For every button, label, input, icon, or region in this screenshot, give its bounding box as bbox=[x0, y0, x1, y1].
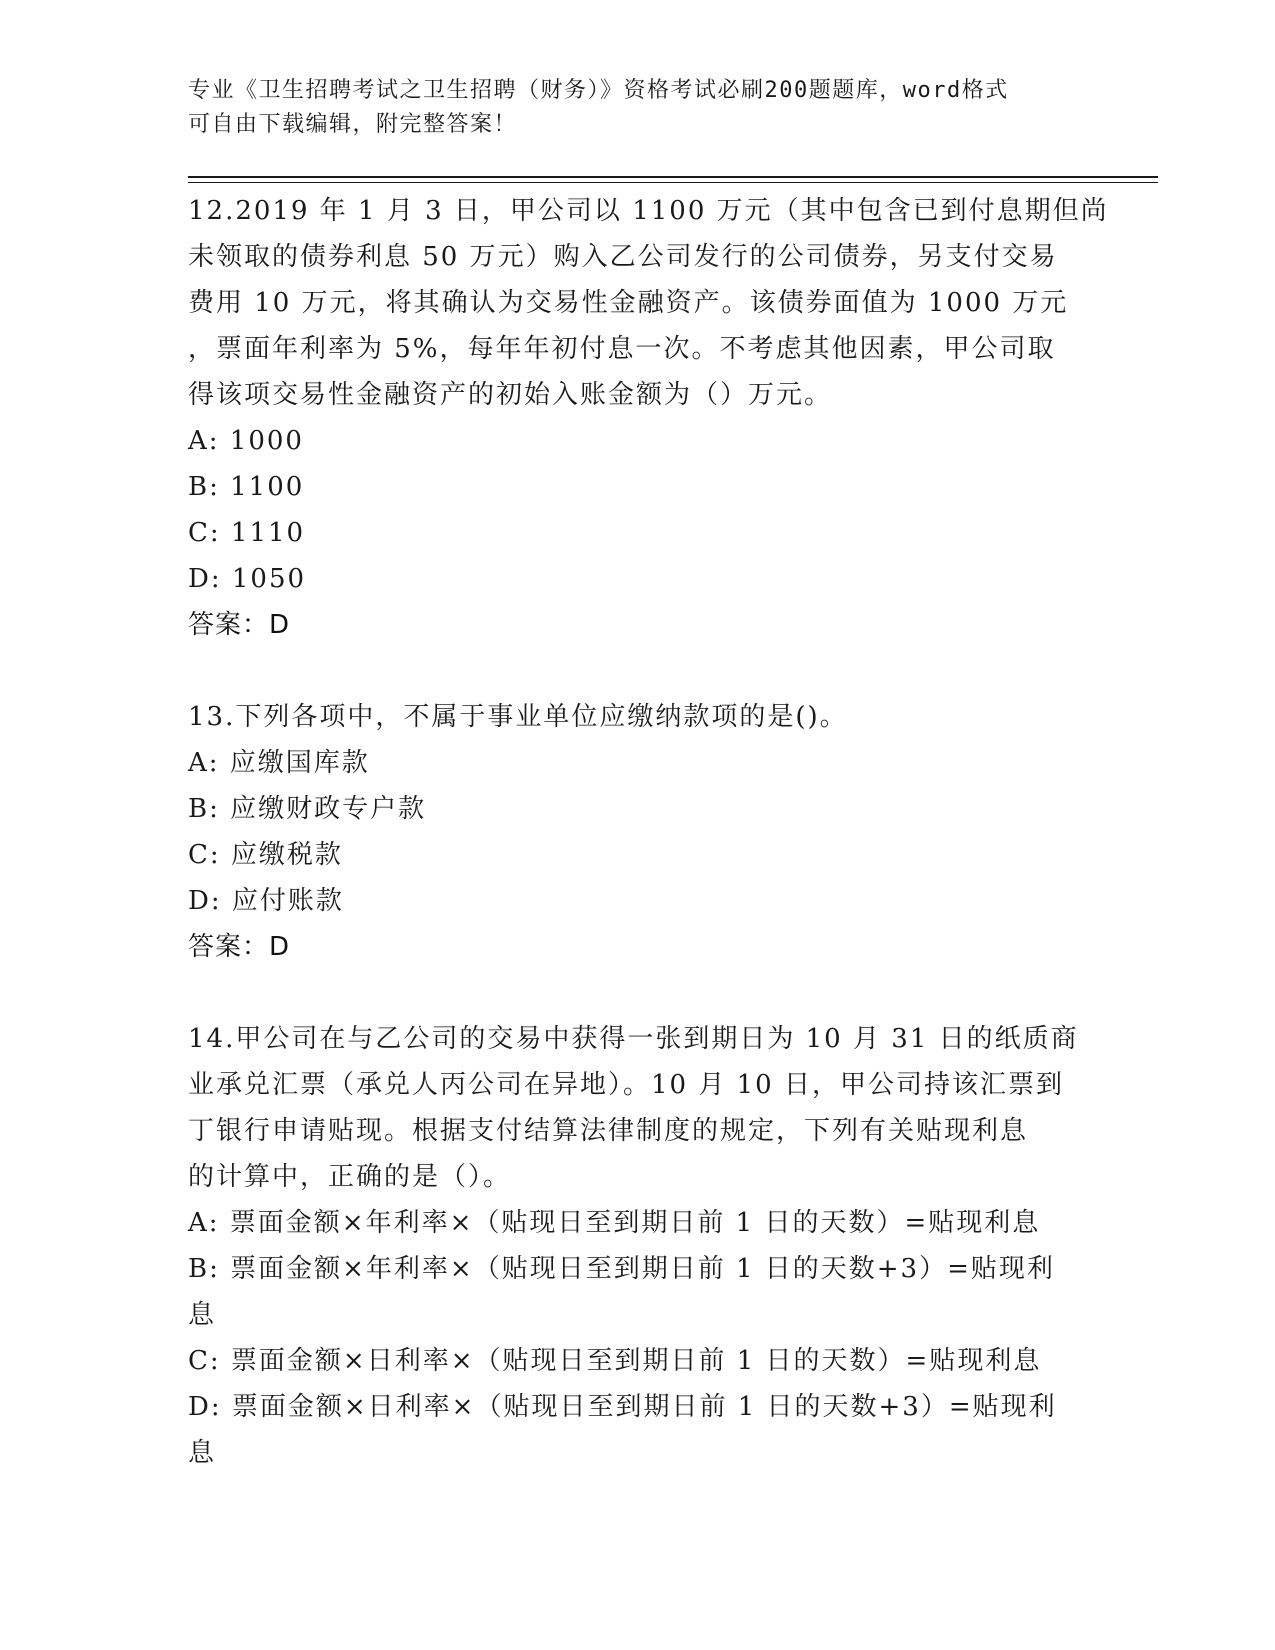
answer-label: 答案：D bbox=[188, 932, 291, 962]
option-a: A: 应缴国库款 bbox=[188, 748, 370, 778]
spacer bbox=[188, 648, 1078, 694]
question-14 bbox=[188, 1016, 1078, 1200]
question-stem-line: 丁银行申请贴现。根据支付结算法律制度的规定，下列有关贴现利息 bbox=[188, 1116, 1029, 1146]
question-stem-line: ，票面年利率为 5%，每年年初付息一次。不考虑其他因素，甲公司取 bbox=[188, 334, 1056, 364]
question-stem-line: 14.甲公司在与乙公司的交易中获得一张到期日为 10 月 31 日的纸质商 bbox=[188, 1024, 1079, 1054]
option-c: C: 应缴税款 bbox=[188, 840, 343, 870]
question-stem-line: 13.下列各项中，不属于事业单位应缴纳款项的是()。 bbox=[188, 702, 848, 732]
option-c: C: 1110 bbox=[188, 518, 306, 548]
option-c: C: 票面金额×日利率×（贴现日至到期日前 1 日的天数）=贴现利息 bbox=[188, 1346, 1042, 1376]
option-d: D: 票面金额×日利率×（贴现日至到期日前 1 日的天数+3）=贴现利 bbox=[188, 1392, 1057, 1422]
option-d-continued: 息 bbox=[188, 1438, 217, 1468]
option-d: D: 应付账款 bbox=[188, 886, 344, 916]
header-rule-thin bbox=[188, 182, 1158, 183]
option-b: B: 票面金额×年利率×（贴现日至到期日前 1 日的天数+3）=贴现利 bbox=[188, 1254, 1055, 1284]
option-b: B: 应缴财政专户款 bbox=[188, 794, 427, 824]
document-header bbox=[188, 74, 1068, 142]
option-a: A: 1000 bbox=[188, 426, 304, 456]
question-stem-line: 得该项交易性金融资产的初始入账金额为（）万元。 bbox=[188, 380, 833, 410]
question-stem-line: 的计算中，正确的是（）。 bbox=[188, 1162, 512, 1192]
question-stem-line: 12.2019 年 1 月 3 日，甲公司以 1100 万元（其中包含已到付息期但尚 bbox=[188, 196, 1109, 226]
option-d: D: 1050 bbox=[188, 564, 307, 594]
header-rule-thick bbox=[188, 176, 1158, 178]
option-b: B: 1100 bbox=[188, 472, 305, 502]
option-b-continued: 息 bbox=[188, 1300, 217, 1330]
question-stem-line: 业承兑汇票（承兑人丙公司在异地）。10 月 10 日，甲公司持该汇票到 bbox=[188, 1070, 1064, 1100]
header-line-1: 专业《卫生招聘考试之卫生招聘（财务）》资格考试必刷200题题库，word格式 bbox=[188, 78, 1009, 103]
question-12 bbox=[188, 188, 1109, 418]
question-stem-line: 未领取的债券利息 50 万元）购入乙公司发行的公司债券，另支付交易 bbox=[188, 242, 1058, 272]
header-line-2: 可自由下载编辑，附完整答案！ bbox=[188, 112, 518, 137]
option-a: A: 票面金额×年利率×（贴现日至到期日前 1 日的天数）=贴现利息 bbox=[188, 1208, 1041, 1238]
spacer bbox=[188, 970, 1078, 1016]
question-13 bbox=[188, 694, 1078, 740]
question-stem-line: 费用 10 万元，将其确认为交易性金融资产。该债券面值为 1000 万元 bbox=[188, 288, 1069, 318]
answer-label: 答案：D bbox=[188, 610, 291, 640]
question-list bbox=[188, 188, 1109, 1476]
